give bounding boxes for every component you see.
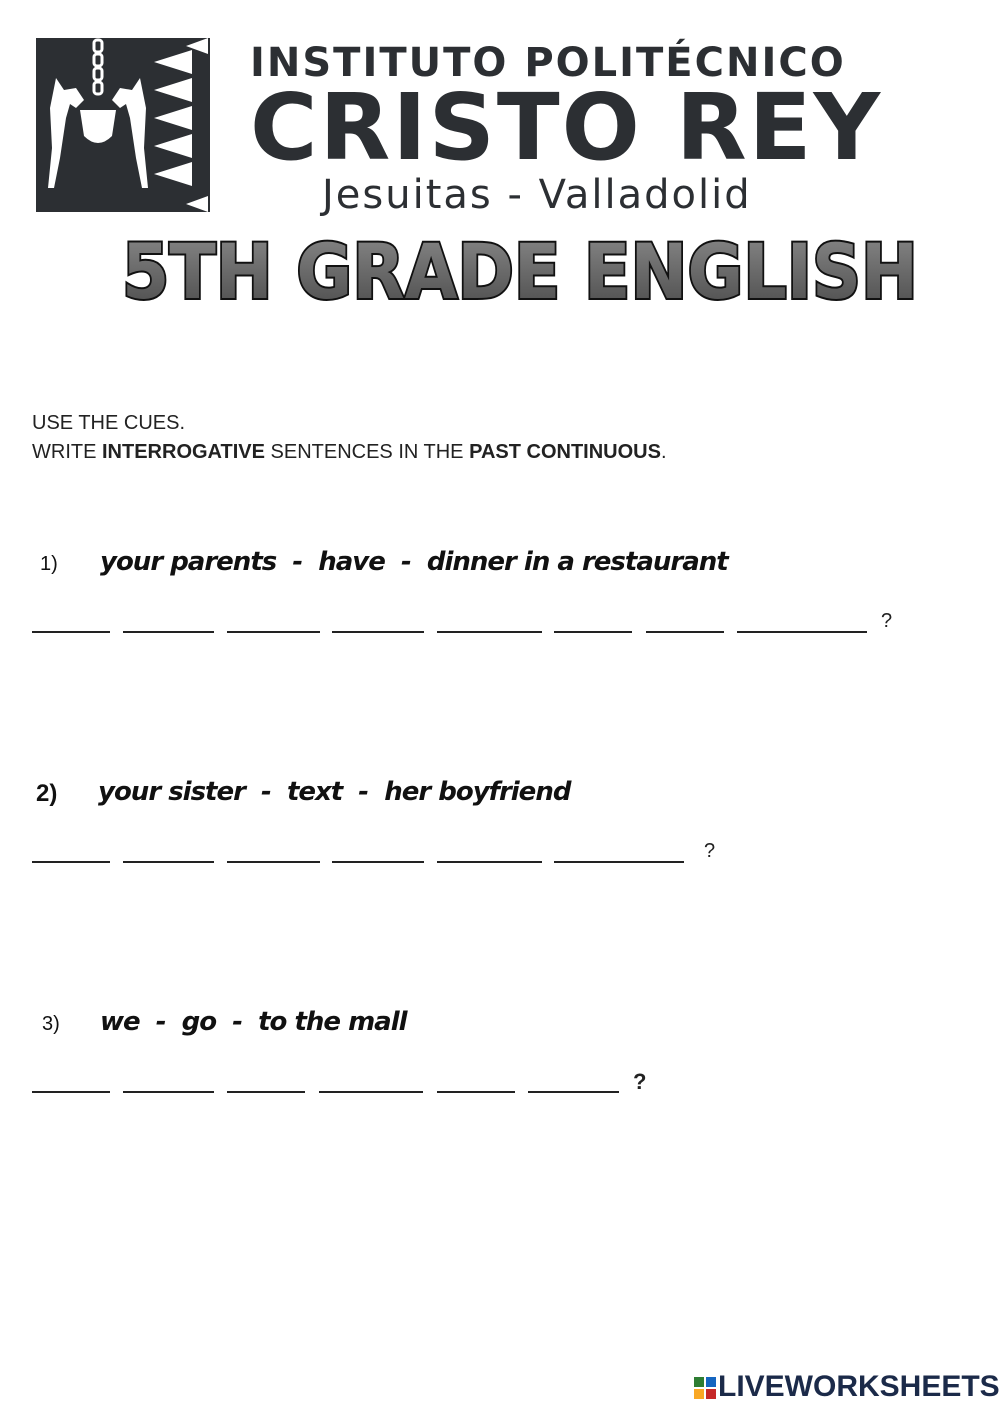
item-2-answer-blank[interactable] — [437, 861, 542, 863]
instruction-emphasis-interrogative: INTERROGATIVE — [102, 441, 265, 463]
school-crest-graphic — [36, 38, 210, 212]
item-1-answer-blank[interactable] — [332, 631, 424, 633]
school-name-line-1: INSTITUTO POLITÉCNICO — [250, 40, 846, 86]
item-3-answer-blank[interactable] — [123, 1091, 214, 1093]
instruction-text: SENTENCES IN THE — [264, 441, 470, 463]
item-1-answer-blank[interactable] — [554, 631, 632, 633]
item-3-answer-blank[interactable] — [437, 1091, 515, 1093]
school-location: Jesuitas - Valladolid — [322, 172, 752, 218]
item-1-answer-blank[interactable] — [437, 631, 542, 633]
item-3-question-mark: ? — [633, 1069, 647, 1094]
instruction-line-1: USE THE CUES. — [32, 412, 185, 434]
school-name-line-2: CRISTO REY — [250, 74, 883, 181]
item-3-answer-blank[interactable] — [32, 1091, 110, 1093]
item-2-question-mark: ? — [704, 840, 716, 862]
item-1-answer-blank[interactable] — [227, 631, 320, 633]
worksheet-title-text: 5TH GRADE ENGLISH — [122, 227, 918, 316]
item-3-cue: we - go - to the mall — [100, 1007, 407, 1037]
item-3-answer-blank[interactable] — [227, 1091, 305, 1093]
item-3-number: 3) — [42, 1013, 60, 1035]
item-1-number: 1) — [40, 553, 58, 575]
item-2-answer-blank[interactable] — [227, 861, 320, 863]
item-1-question-mark: ? — [881, 610, 893, 632]
instruction-emphasis-tense: PAST CONTINUOUS — [469, 441, 661, 463]
item-2-number: 2) — [36, 780, 58, 807]
instruction-text: . — [660, 441, 667, 463]
item-2-answer-blank[interactable] — [32, 861, 110, 863]
item-1-answer-blank[interactable] — [646, 631, 724, 633]
item-1-answer-blank[interactable] — [123, 631, 214, 633]
instruction-line-2 — [32, 438, 667, 467]
item-1-answer-blank[interactable] — [737, 631, 867, 633]
item-3-answer-blank[interactable] — [319, 1091, 423, 1093]
item-2-answer-blank[interactable] — [123, 861, 214, 863]
item-2-answer-blank[interactable] — [332, 861, 424, 863]
worksheet-title — [110, 226, 930, 316]
instructions — [32, 409, 667, 467]
item-3-answer-blank[interactable] — [528, 1091, 619, 1093]
item-2-cue: your sister - text - her boyfriend — [98, 777, 571, 807]
item-1-answer-blank[interactable] — [32, 631, 110, 633]
school-logo — [36, 38, 210, 212]
item-2-answer-blank[interactable] — [554, 861, 684, 863]
liveworksheets-brand: LIVEWORKSHEETS — [718, 1370, 1000, 1403]
instruction-text: WRITE — [32, 441, 102, 463]
liveworksheets-logo-icon — [694, 1377, 716, 1399]
item-1-cue: your parents - have - dinner in a restaurant — [100, 547, 728, 577]
